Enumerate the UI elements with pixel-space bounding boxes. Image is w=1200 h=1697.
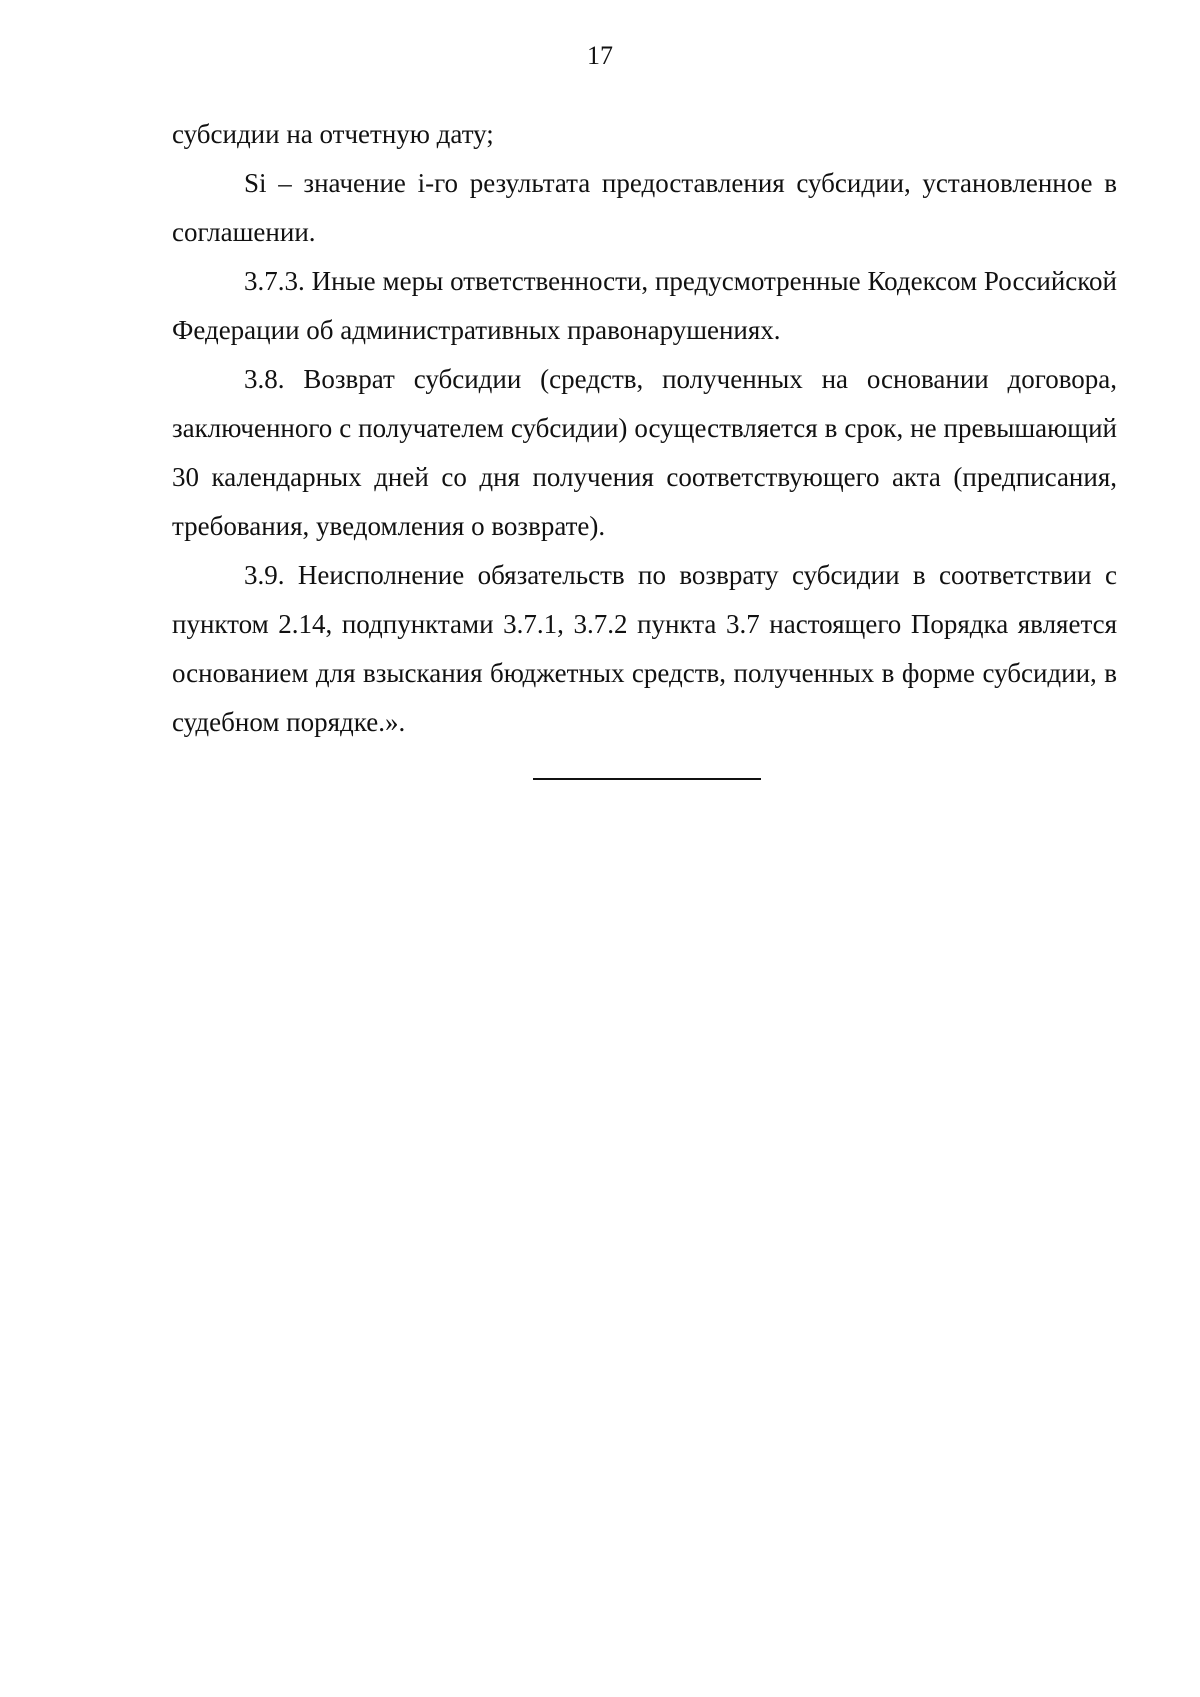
paragraph-3-9: 3.9. Неисполнение обязательств по возврату субсидии в соответствии с пунктом 2.14, подпунктами 3.7.1, 3.7.2 пункта 3.7 настоящего Порядка является основанием для взыскания бюджетных средств, полученных в форме субсидии, в судебном порядке.». — [172, 560, 1117, 737]
paragraph-3-7-3: 3.7.3. Иные меры ответственности, предусмотренные Кодексом Российской Федерации об административных правонарушениях. — [172, 266, 1117, 345]
document-body — [172, 110, 1117, 747]
paragraph-continuation: субсидии на отчетную дату; — [172, 119, 494, 149]
end-separator-line — [533, 778, 761, 780]
paragraph-si-definition: Si – значение i-го результата предоставления субсидии, установленное в соглашении. — [172, 168, 1117, 247]
paragraph-3-8: 3.8. Возврат субсидии (средств, полученных на основании договора, заключенного с получателем субсидии) осуществляется в срок, не превышающий 30 календарных дней со дня получения соответствующего акта (предписания, требования, уведомления о возврате). — [172, 364, 1117, 541]
page-number: 17 — [587, 41, 613, 70]
